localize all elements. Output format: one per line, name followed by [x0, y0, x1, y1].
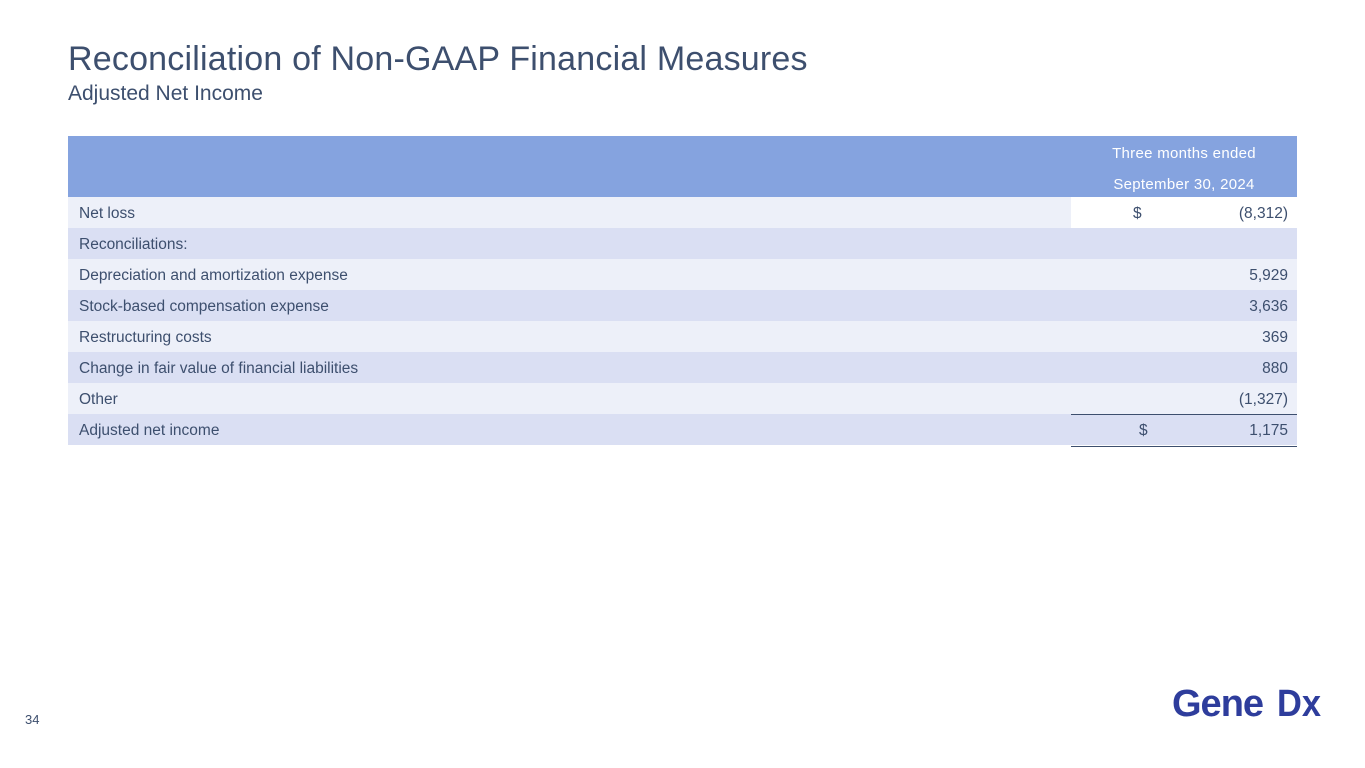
table-header — [68, 136, 1297, 197]
logo-text-suffix: Dx — [1277, 684, 1321, 724]
row-label: Depreciation and amortization expense — [79, 267, 348, 284]
row-value: 880 — [1262, 360, 1288, 377]
row-currency: $ — [1139, 422, 1148, 439]
row-label: Adjusted net income — [79, 422, 220, 439]
row-value: 3,636 — [1249, 298, 1288, 315]
table-row-depreciation — [68, 259, 1297, 290]
table-row-other — [68, 383, 1297, 414]
table-row-reconciliations — [68, 228, 1297, 259]
row-label: Stock-based compensation expense — [79, 298, 329, 315]
page-title: Reconciliation of Non-GAAP Financial Measures — [68, 40, 808, 78]
genedx-logo — [1172, 684, 1324, 724]
reconciliation-table — [68, 136, 1297, 445]
row-label: Change in fair value of financial liabilities — [79, 360, 359, 377]
table-row-fair-value — [68, 352, 1297, 383]
row-label: Other — [79, 391, 118, 408]
row-value: (8,312) — [1238, 205, 1288, 222]
table-row-net-loss — [68, 197, 1297, 228]
period-column-header — [1071, 136, 1297, 197]
logo-text-main: Gene — [1172, 684, 1264, 724]
period-header-line2: September 30, 2024 — [1113, 176, 1255, 193]
subtotal-rule — [1071, 414, 1297, 415]
page-number: 34 — [25, 712, 40, 727]
row-value: 1,175 — [1249, 422, 1288, 439]
table-row-restructuring — [68, 321, 1297, 352]
total-rule — [1071, 446, 1297, 447]
table-row-stock-comp — [68, 290, 1297, 321]
row-label: Reconciliations: — [79, 236, 188, 253]
row-currency: $ — [1133, 205, 1142, 222]
table-row-adjusted-net-income — [68, 414, 1297, 445]
row-value: 369 — [1262, 329, 1288, 346]
row-label: Net loss — [79, 205, 135, 222]
page-subtitle: Adjusted Net Income — [68, 82, 263, 105]
row-label: Restructuring costs — [79, 329, 212, 346]
row-value: (1,327) — [1238, 391, 1288, 408]
row-value: 5,929 — [1249, 267, 1288, 284]
period-header-line1: Three months ended — [1112, 145, 1256, 162]
